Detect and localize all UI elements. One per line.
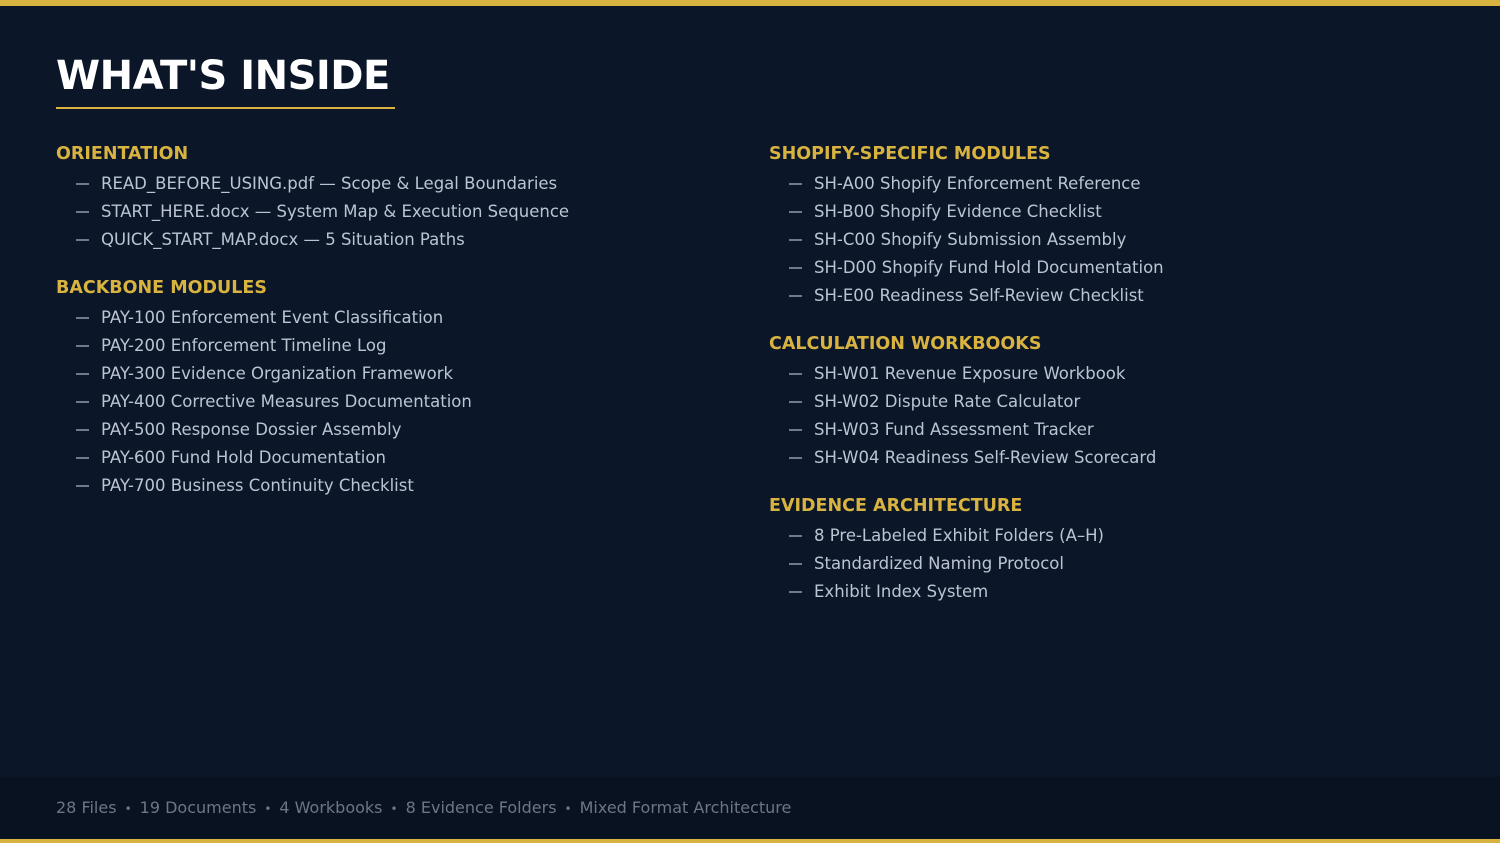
item-label: START_HERE.docx — System Map & Execution Sequence xyxy=(101,202,570,221)
list-item xyxy=(769,170,1449,198)
dash-bullet-icon xyxy=(76,345,89,347)
bullet-separator-icon: • xyxy=(264,802,272,816)
list-item xyxy=(769,360,1449,388)
item-label: PAY-100 Enforcement Event Classification xyxy=(101,308,444,327)
left-column xyxy=(56,140,716,520)
section-evidence-architecture xyxy=(769,492,1449,606)
item-label: SH-W01 Revenue Exposure Workbook xyxy=(814,364,1126,383)
list-item xyxy=(56,304,716,332)
list-item xyxy=(56,388,716,416)
bottom-accent-bar xyxy=(0,839,1500,843)
dash-bullet-icon xyxy=(76,183,89,185)
item-label: PAY-700 Business Continuity Checklist xyxy=(101,476,414,495)
item-label: PAY-200 Enforcement Timeline Log xyxy=(101,336,387,355)
stat-format: Mixed Format Architecture xyxy=(579,798,792,817)
item-label: PAY-400 Corrective Measures Documentation xyxy=(101,392,472,411)
dash-bullet-icon xyxy=(789,535,802,537)
list-item xyxy=(56,472,716,500)
list-item xyxy=(56,416,716,444)
dash-bullet-icon xyxy=(76,401,89,403)
item-label: SH-D00 Shopify Fund Hold Documentation xyxy=(814,258,1164,277)
item-label: SH-W03 Fund Assessment Tracker xyxy=(814,420,1094,439)
item-label: Exhibit Index System xyxy=(814,582,989,601)
dash-bullet-icon xyxy=(789,373,802,375)
list-item xyxy=(769,416,1449,444)
stat-files: 28 Files xyxy=(56,798,117,817)
item-label: READ_BEFORE_USING.pdf — Scope & Legal Boundaries xyxy=(101,174,558,193)
dash-bullet-icon xyxy=(76,429,89,431)
dash-bullet-icon xyxy=(789,267,802,269)
dash-bullet-icon xyxy=(76,457,89,459)
dash-bullet-icon xyxy=(76,317,89,319)
list-item xyxy=(56,226,716,254)
section-heading: CALCULATION WORKBOOKS xyxy=(769,334,1042,354)
title-underline xyxy=(56,107,395,109)
dash-bullet-icon xyxy=(789,295,802,297)
stat-workbooks: 4 Workbooks xyxy=(279,798,383,817)
top-accent-bar xyxy=(0,0,1500,6)
section-heading: BACKBONE MODULES xyxy=(56,278,267,298)
item-label: PAY-300 Evidence Organization Framework xyxy=(101,364,454,383)
section-heading: ORIENTATION xyxy=(56,144,189,164)
item-label: SH-C00 Shopify Submission Assembly xyxy=(814,230,1127,249)
dash-bullet-icon xyxy=(76,373,89,375)
section-heading: SHOPIFY-SPECIFIC MODULES xyxy=(769,144,1051,164)
section-orientation xyxy=(56,140,716,254)
section-backbone-modules xyxy=(56,274,716,500)
bullet-separator-icon: • xyxy=(564,802,572,816)
footer-bar xyxy=(0,777,1500,839)
dash-bullet-icon xyxy=(76,239,89,241)
right-column xyxy=(769,140,1449,626)
section-shopify-modules xyxy=(769,140,1449,310)
list-item xyxy=(769,254,1449,282)
item-label: SH-A00 Shopify Enforcement Reference xyxy=(814,174,1141,193)
dash-bullet-icon xyxy=(76,211,89,213)
list-item xyxy=(769,578,1449,606)
list-item xyxy=(56,360,716,388)
dash-bullet-icon xyxy=(789,211,802,213)
item-label: SH-W02 Dispute Rate Calculator xyxy=(814,392,1081,411)
bullet-separator-icon: • xyxy=(390,802,398,816)
list-item xyxy=(769,388,1449,416)
stat-documents: 19 Documents xyxy=(139,798,257,817)
page-title: WHAT'S INSIDE xyxy=(56,53,390,99)
dash-bullet-icon xyxy=(789,429,802,431)
dash-bullet-icon xyxy=(76,485,89,487)
dash-bullet-icon xyxy=(789,457,802,459)
list-item xyxy=(769,282,1449,310)
item-label: 8 Pre-Labeled Exhibit Folders (A–H) xyxy=(814,526,1104,545)
list-item xyxy=(769,198,1449,226)
item-label: SH-B00 Shopify Evidence Checklist xyxy=(814,202,1102,221)
dash-bullet-icon xyxy=(789,183,802,185)
item-label: QUICK_START_MAP.docx — 5 Situation Paths xyxy=(101,230,465,249)
list-item xyxy=(769,444,1449,472)
list-item xyxy=(769,522,1449,550)
list-item xyxy=(769,226,1449,254)
footer-stats xyxy=(56,796,791,821)
dash-bullet-icon xyxy=(789,401,802,403)
list-item xyxy=(56,170,716,198)
list-item xyxy=(56,444,716,472)
item-label: SH-W04 Readiness Self-Review Scorecard xyxy=(814,448,1157,467)
bullet-separator-icon: • xyxy=(124,802,132,816)
item-label: Standardized Naming Protocol xyxy=(814,554,1064,573)
section-heading: EVIDENCE ARCHITECTURE xyxy=(769,496,1023,516)
section-calculation-workbooks xyxy=(769,330,1449,472)
item-label: PAY-600 Fund Hold Documentation xyxy=(101,448,386,467)
list-item xyxy=(769,550,1449,578)
dash-bullet-icon xyxy=(789,591,802,593)
list-item xyxy=(56,198,716,226)
list-item xyxy=(56,332,716,360)
stat-evidence-folders: 8 Evidence Folders xyxy=(405,798,557,817)
dash-bullet-icon xyxy=(789,563,802,565)
item-label: PAY-500 Response Dossier Assembly xyxy=(101,420,402,439)
item-label: SH-E00 Readiness Self-Review Checklist xyxy=(814,286,1144,305)
dash-bullet-icon xyxy=(789,239,802,241)
